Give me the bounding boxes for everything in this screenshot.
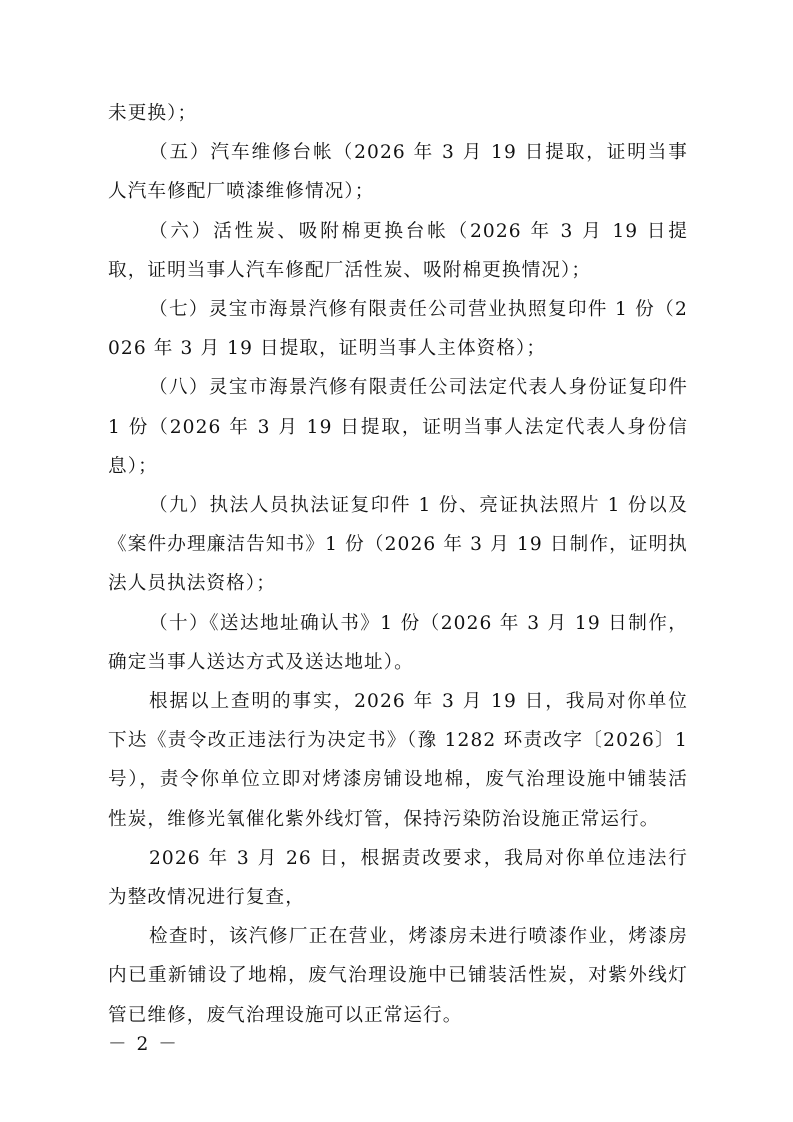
inspection-result-paragraph: 检查时，该汽修厂正在营业，烤漆房未进行喷漆作业，烤漆房内已重新铺设了地棉，废气治理设施中已铺装活性炭，对紫外线灯管已维修，废气治理设施可以正常运行。 (108, 926, 688, 1026)
paragraph-continuation: 未更换）； (108, 103, 198, 124)
rectification-order-paragraph: 根据以上查明的事实，2026 年 3 月 19 日，我局对你单位下达《责令改正违法行为决定书》（豫 1282 环责改字〔2026〕1 号），责令你单位立即对烤漆房铺设地棉，废气治理设施中铺装活性炭，维修光氧催化紫外线灯管，保持污染防治设施正常运行。 (108, 691, 688, 830)
document-body (108, 94, 688, 1035)
evidence-item-9: （九）执法人员执法证复印件 1 份、亮证执法照片 1 份以及《案件办理廉洁告知书》1 份（2026 年 3 月 19 日制作，证明执法人员执法资格）； (108, 495, 688, 595)
review-date-paragraph: 2026 年 3 月 26 日，根据责改要求，我局对你单位违法行为整改情况进行复查， (108, 847, 688, 909)
evidence-item-7: （七）灵宝市海景汽修有限责任公司营业执照复印件 1 份（2026 年 3 月 19 日提取，证明当事人主体资格）； (108, 299, 688, 360)
evidence-item-8: （八）灵宝市海景汽修有限责任公司法定代表人身份证复印件 1 份（2026 年 3 月 19 日提取，证明当事人法定代表人身份信息）； (108, 377, 688, 477)
evidence-item-10: （十）《送达地址确认书》1 份（2026 年 3 月 19 日制作，确定当事人送达方式及送达地址）。 (108, 612, 688, 673)
evidence-item-6: （六）活性炭、吸附棉更换台帐（2026 年 3 月 19 日提取，证明当事人汽车修配厂活性炭、吸附棉更换情况）； (108, 220, 688, 281)
page-number: － 2 － (108, 1034, 179, 1055)
evidence-item-5: （五）汽车维修台帐（2026 年 3 月 19 日提取，证明当事人汽车修配厂喷漆维修情况）； (108, 142, 688, 203)
